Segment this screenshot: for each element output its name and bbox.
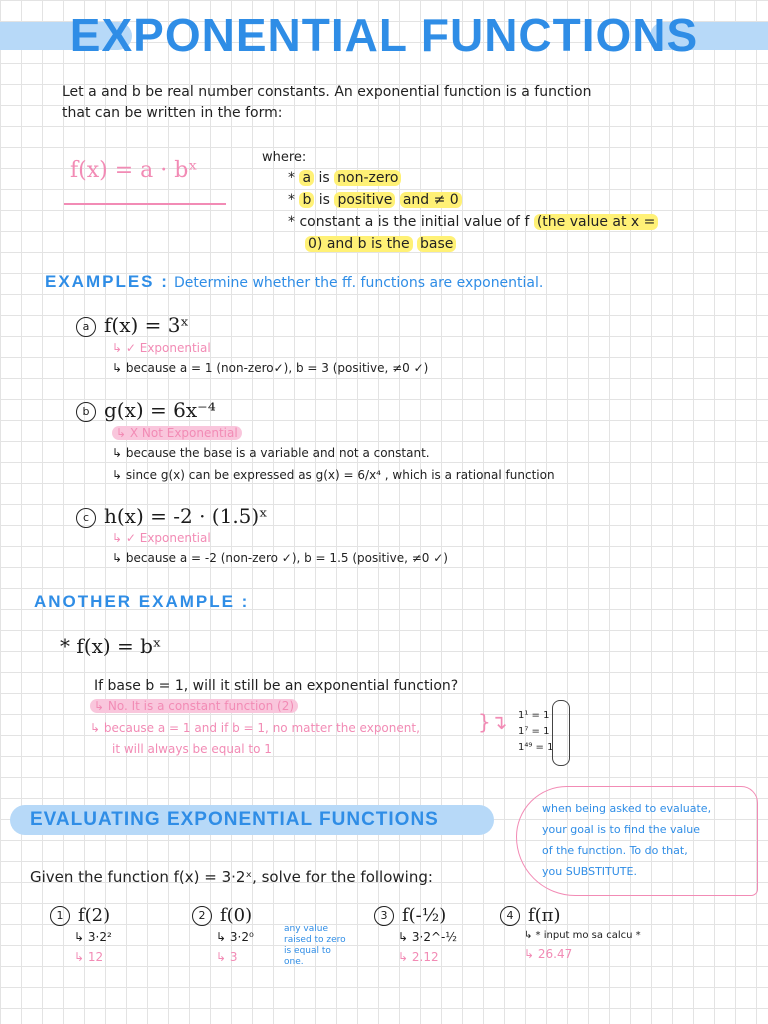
bracket-arrow-icon: }↴ — [478, 710, 508, 734]
example-b: b g(x) = 6x⁻⁴ — [76, 398, 216, 422]
evaluating-note: when being asked to evaluate, your goal is to find the value of the function. To do that, you SUBSTITUTE. — [542, 802, 712, 878]
problem-3: 3 f(-½) ↳ 3·2^-½ ↳ 2.12 — [374, 905, 457, 964]
another-question: If base b = 1, will it still be an exponential function? — [94, 678, 459, 694]
another-reason1: ↳ because a = 1 and if b = 1, no matter the exponent, — [90, 721, 420, 735]
bullet-constant-cont: 0) and b is the base — [305, 236, 456, 252]
evaluating-given: Given the function f(x) = 3·2ˣ, solve for the following: — [30, 868, 433, 886]
example-a: a f(x) = 3ˣ — [76, 313, 189, 337]
ones-list: 1¹ = 1 1⁷ = 1 1⁴⁹ = 1 — [518, 710, 554, 753]
example-b-reason1: ↳ because the base is a variable and not a constant. — [112, 446, 430, 460]
definition-line2: that can be written in the form: — [62, 105, 283, 121]
examples-heading: EXAMPLES : — [45, 272, 169, 291]
general-formula: f(x) = a · bˣ — [70, 158, 198, 183]
another-answer: ↳ No. It is a constant function (2) — [90, 699, 298, 713]
problem-2-note: any value raised to zero is equal to one. — [284, 924, 346, 967]
bullet-a: * a is non-zero — [288, 170, 401, 186]
ones-bracket — [552, 700, 570, 766]
page-title: EXPONENTIAL FUNCTIONS — [69, 9, 699, 61]
example-c-verdict: ↳ ✓ Exponential — [112, 531, 211, 545]
formula-underline — [64, 203, 226, 205]
marker-c: c — [76, 508, 96, 528]
example-b-verdict: ↳ X Not Exponential — [112, 426, 242, 440]
evaluating-heading: EVALUATING EXPONENTIAL FUNCTIONS — [30, 809, 439, 830]
problem-4: 4 f(π) ↳ * input mo sa calcu * ↳ 26.47 — [500, 905, 641, 961]
example-c: c h(x) = -2 · (1.5)ˣ — [76, 504, 268, 528]
example-b-reason2: ↳ since g(x) can be expressed as g(x) = 6/x⁴ , which is a rational function — [112, 468, 555, 482]
another-reason2: it will always be equal to 1 — [112, 742, 272, 756]
bullet-constant: * constant a is the initial value of f (the value at x = — [288, 214, 658, 230]
problem-1: 1 f(2) ↳ 3·2² ↳ 12 — [50, 905, 112, 964]
marker-b: b — [76, 402, 96, 422]
another-func: * f(x) = bˣ — [60, 634, 162, 658]
definition-line1: Let a and b be real number constants. An exponential function is a function — [62, 84, 592, 100]
example-c-reason: ↳ because a = -2 (non-zero ✓), b = 1.5 (positive, ≠0 ✓) — [112, 551, 448, 565]
another-heading: ANOTHER EXAMPLE : — [34, 592, 250, 611]
where-label: where: — [262, 150, 307, 165]
example-a-reason: ↳ because a = 1 (non-zero✓), b = 3 (positive, ≠0 ✓) — [112, 361, 429, 375]
examples-instruction: Determine whether the ff. functions are exponential. — [174, 275, 544, 291]
example-a-verdict: ↳ ✓ Exponential — [112, 341, 211, 355]
problem-2: 2 f(0) ↳ 3·2⁰ ↳ 3 — [192, 905, 254, 964]
bullet-b: * b is positive and ≠ 0 — [288, 192, 462, 208]
marker-a: a — [76, 317, 96, 337]
